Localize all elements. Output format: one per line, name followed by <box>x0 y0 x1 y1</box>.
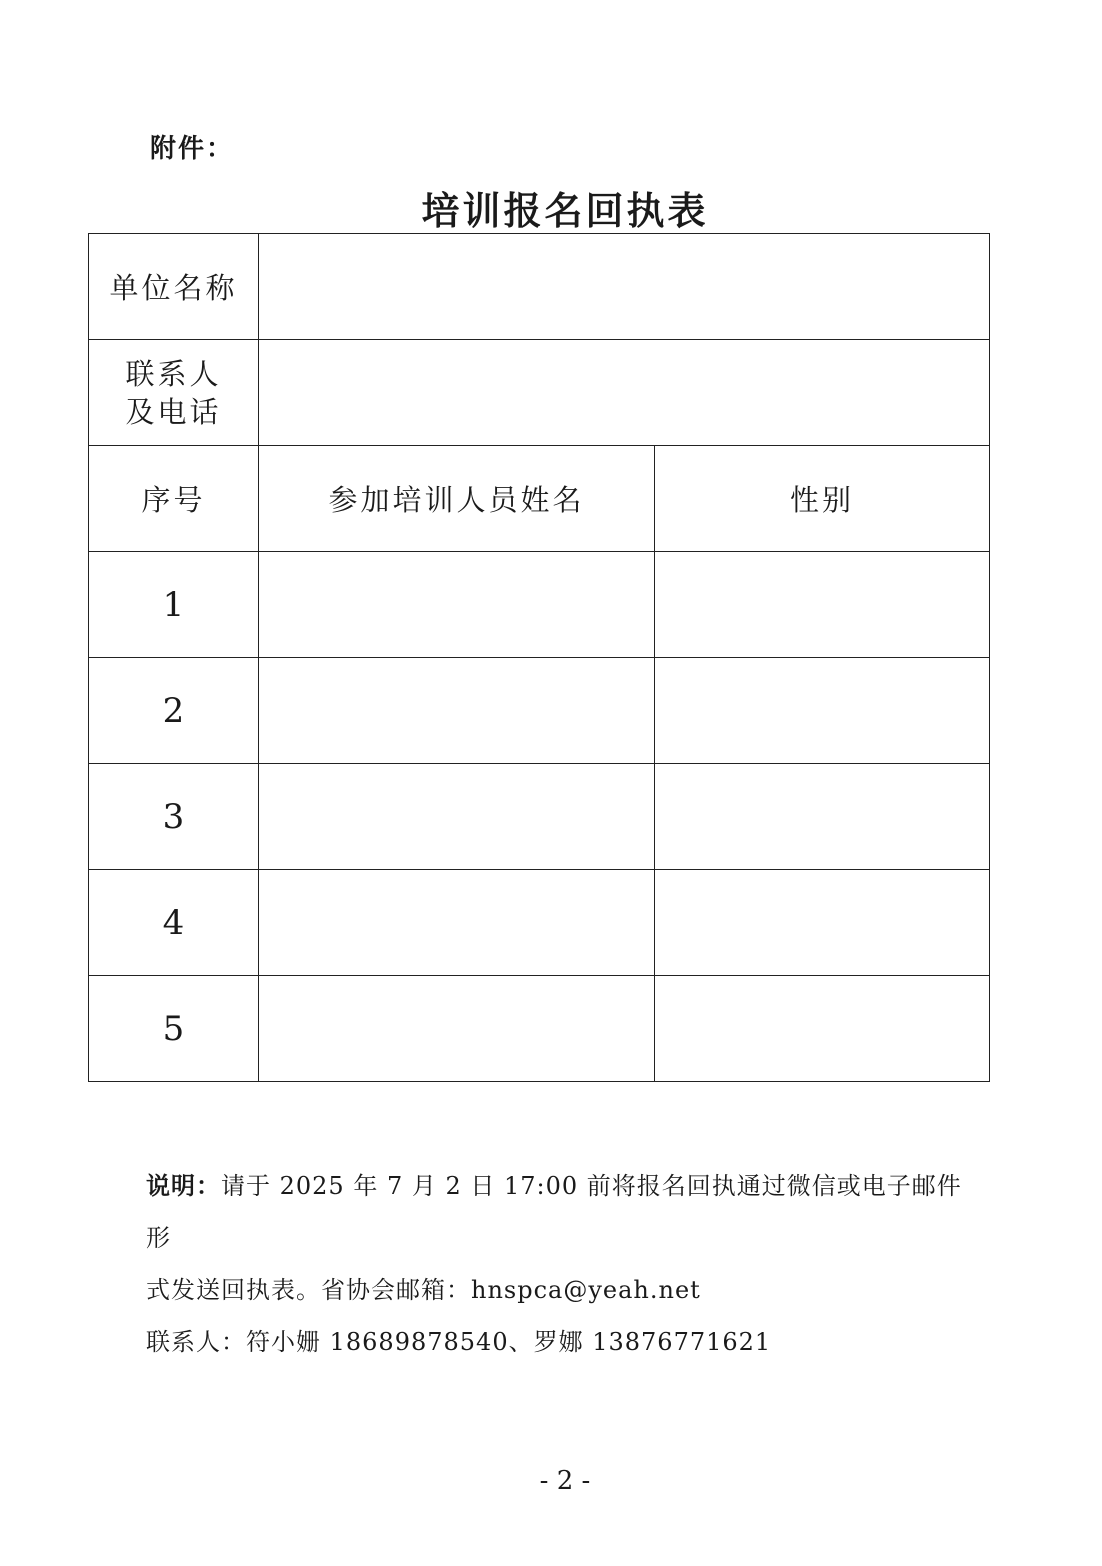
page-title: 培训报名回执表 <box>421 189 709 233</box>
participant-name-field[interactable] <box>259 870 655 976</box>
page-number: - 2 - <box>539 1466 591 1496</box>
registration-table <box>88 233 990 1082</box>
contact-row <box>89 340 990 446</box>
participant-name-field[interactable] <box>259 976 655 1082</box>
notes-line-3: 联系人：符小姗 18689878540、罗娜 13876771621 <box>146 1328 772 1356</box>
col-gender-header: 性别 <box>655 446 990 552</box>
table-row <box>89 976 990 1082</box>
unit-name-row <box>89 234 990 340</box>
participant-gender-field[interactable] <box>655 976 990 1082</box>
table-row <box>89 764 990 870</box>
participant-name-field[interactable] <box>259 552 655 658</box>
participant-name-field[interactable] <box>259 658 655 764</box>
table-row <box>89 870 990 976</box>
notes-line-2: 式发送回执表。省协会邮箱：hnspca@yeah.net <box>146 1276 701 1304</box>
row-number: 3 <box>89 764 259 870</box>
table-row <box>89 552 990 658</box>
attachment-label: 附件： <box>150 134 235 164</box>
notes-text-1: 请于 2025 年 7 月 2 日 17:00 前将报名回执通过微信或电子邮件形 <box>146 1172 962 1252</box>
unit-name-label: 单位名称 <box>89 234 259 340</box>
header-row <box>89 446 990 552</box>
col-seq-header: 序号 <box>89 446 259 552</box>
participant-gender-field[interactable] <box>655 764 990 870</box>
contact-field[interactable] <box>259 340 990 446</box>
notes-line-1 <box>146 1160 986 1264</box>
participant-gender-field[interactable] <box>655 658 990 764</box>
unit-name-field[interactable] <box>259 234 990 340</box>
notes-section <box>146 1160 986 1368</box>
col-name-header: 参加培训人员姓名 <box>259 446 655 552</box>
table-row <box>89 658 990 764</box>
row-number: 4 <box>89 870 259 976</box>
participant-gender-field[interactable] <box>655 552 990 658</box>
participant-gender-field[interactable] <box>655 870 990 976</box>
participant-name-field[interactable] <box>259 764 655 870</box>
notes-label: 说明： <box>146 1172 221 1200</box>
contact-label-line2: 及电话 <box>125 394 222 429</box>
row-number: 5 <box>89 976 259 1082</box>
row-number: 2 <box>89 658 259 764</box>
contact-label-line1: 联系人 <box>125 356 222 391</box>
contact-label <box>89 340 259 446</box>
row-number: 1 <box>89 552 259 658</box>
